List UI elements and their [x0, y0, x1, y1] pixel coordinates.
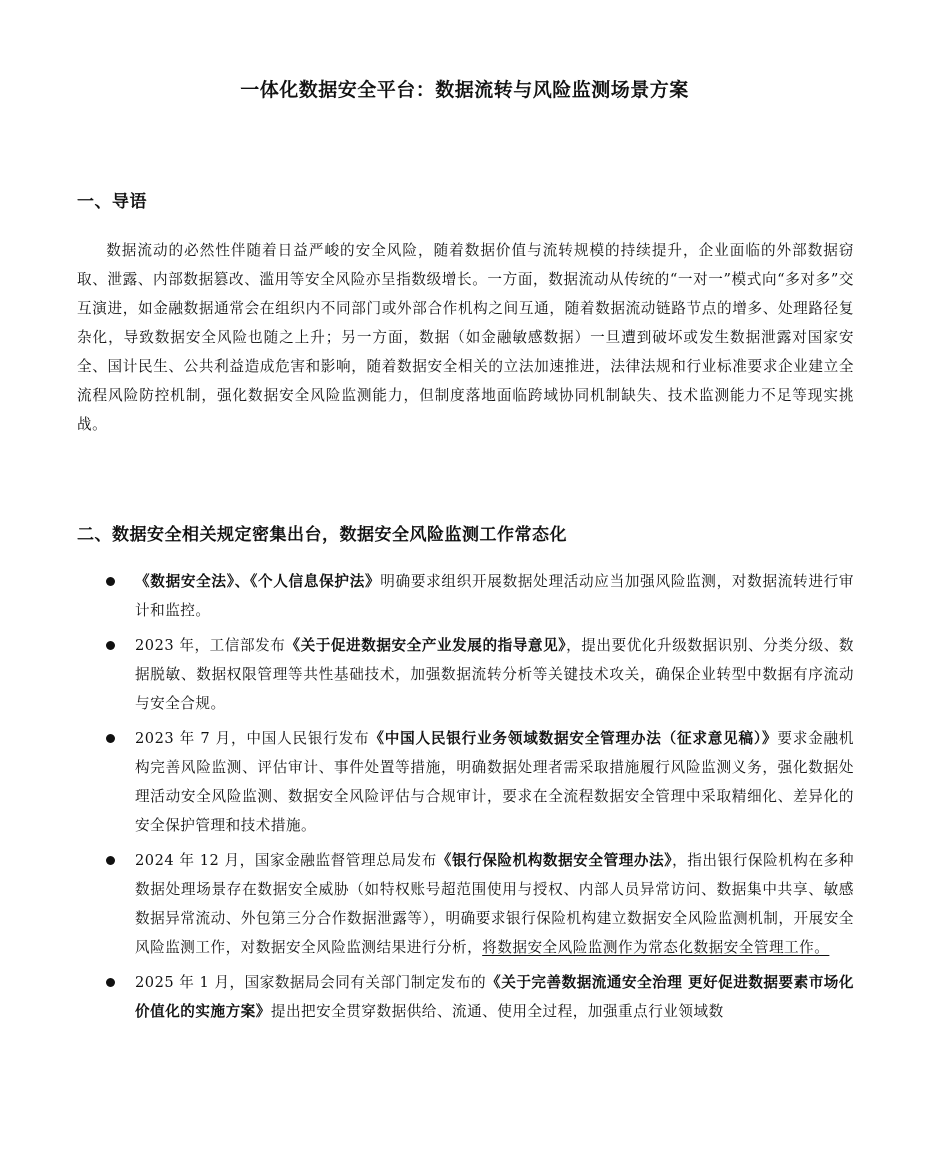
item-text: 要求金融机构完善风险监测、评估审计、事件处置等措施，明确数据处理者需采取措施履行风险监测义务，强化数据处理活动安全风险监测、数据安全风险评估与合规审计，要求在全流程数据安全管理中采取精细化、差异化的安全保护管理和技术措施。	[135, 730, 854, 834]
section-heading-intro: 一、导语	[77, 192, 147, 212]
list-item	[0, 724, 854, 840]
item-prefix: 2024 年 12 月，国家金融监督管理总局发布	[135, 852, 437, 869]
document-title: 一体化数据安全平台：数据流转与风险监测场景方案	[240, 79, 689, 101]
section-heading-regulations: 二、数据安全相关规定密集出台，数据安全风险监测工作常态化	[77, 525, 567, 545]
item-text: ，指出银行保险机构在多种数据处理场景存在数据安全威胁（如特权账号超范围使用与授权、内部人员异常访问、数据集中共享、敏感数据异常流动、外包第三分合作数据泄露等），明确要求银行保险机构建立数据安全风险监测机制，开展安全风险监测工作，对数据安全风险监测结果进行分析，	[135, 852, 854, 956]
document-reference: 《数据安全法》、《个人信息保护法》	[135, 573, 381, 590]
document-reference: 《银行保险机构数据安全管理办法》	[436, 852, 673, 869]
document-reference: 《中国人民银行业务领域数据安全管理办法（征求意见稿）》	[369, 730, 778, 747]
regulation-list	[0, 567, 929, 1032]
list-item	[0, 631, 854, 718]
list-item	[0, 846, 854, 962]
item-prefix: 2023 年 7 月，中国人民银行发布	[135, 730, 370, 747]
underlined-text: 将数据安全风险监测作为常态化数据安全管理工作。	[482, 939, 830, 956]
document-reference: 《关于完善数据流通安全治理 更好促进数据要素市场化价值化的实施方案》	[135, 974, 854, 1020]
bullet-icon	[106, 856, 115, 865]
list-item	[0, 968, 854, 1026]
list-item	[0, 567, 854, 625]
bullet-icon	[106, 734, 115, 743]
item-prefix: 2025 年 1 月，国家数据局会同有关部门制定发布的	[135, 974, 487, 991]
item-text: 明确要求组织开展数据处理活动应当加强风险监测，对数据流转进行审计和监控。	[135, 573, 854, 619]
item-text: 提出把安全贯穿数据供给、流通、使用全过程，加强重点行业领域数	[270, 1003, 724, 1020]
bullet-icon	[106, 641, 115, 650]
document-reference: 《关于促进数据安全产业发展的指导意见》	[285, 637, 567, 654]
intro-paragraph: 数据流动的必然性伴随着日益严峻的安全风险，随着数据价值与流转规模的持续提升，企业面临的外部数据窃取、泄露、内部数据篡改、滥用等安全风险亦呈指数级增长。一方面，数据流动从传统的“一对一”模式向“多对多”交互演进，如金融数据通常会在组织内不同部门或外部合作机构之间互通，随着数据流动链路节点的增多、处理路径复杂化，导致数据安全风险也随之上升；另一方面，数据（如金融敏感数据）一旦遭到破坏或发生数据泄露对国家安全、国计民生、公共利益造成危害和影响，随着数据安全相关的立法加速推进，法律法规和行业标准要求企业建立全流程风险防控机制，强化数据安全风险监测能力，但制度落地面临跨域协同机制缺失、技术监测能力不足等现实挑战。	[77, 242, 854, 433]
item-prefix: 2023 年，工信部发布	[135, 637, 286, 654]
item-text: ，提出要优化升级数据识别、分类分级、数据脱敏、数据权限管理等共性基础技术，加强数据流转分析等关键技术攻关，确保企业转型中数据有序流动与安全合规。	[135, 637, 855, 712]
bullet-icon	[106, 577, 115, 586]
bullet-icon	[106, 978, 115, 987]
